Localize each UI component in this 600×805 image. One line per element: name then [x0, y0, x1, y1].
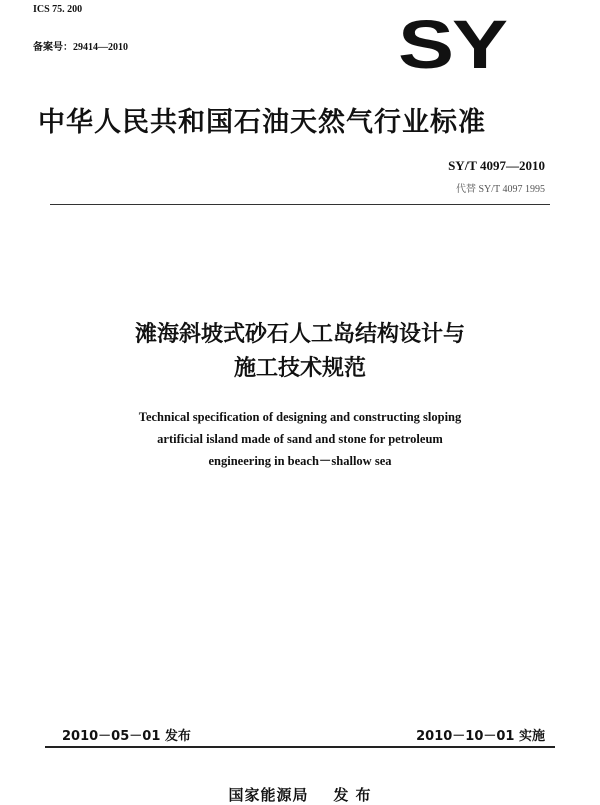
title-zh-line1: 滩海斜坡式砂石人工岛结构设计与	[134, 322, 465, 347]
header-divider	[50, 204, 550, 205]
replaces-standard: 代替 SY/T 4097 1995	[456, 184, 545, 195]
footer-divider	[45, 746, 555, 748]
issue-date: 2010－05－01 发布	[62, 729, 191, 744]
sy-logo: SY	[398, 5, 507, 83]
standard-category: 中华人民共和国石油天然气行业标准	[38, 107, 486, 138]
title-en-line3: engineering in beach－shallow sea	[208, 454, 392, 468]
title-en-line1: Technical specification of designing and constructing sloping	[138, 410, 462, 424]
standard-number: SY/T 4097—2010	[448, 158, 545, 173]
implementation-date: 2010－10－01 实施	[416, 729, 545, 744]
title-zh-line2: 施工技术规范	[233, 356, 366, 381]
ics-code: ICS 75. 200	[33, 4, 83, 15]
title-en-line2: artificial island made of sand and stone for petroleum	[157, 432, 443, 446]
issuer: 国家能源局 发 布	[228, 786, 372, 804]
record-number: 备案号：29414—2010	[33, 42, 128, 53]
